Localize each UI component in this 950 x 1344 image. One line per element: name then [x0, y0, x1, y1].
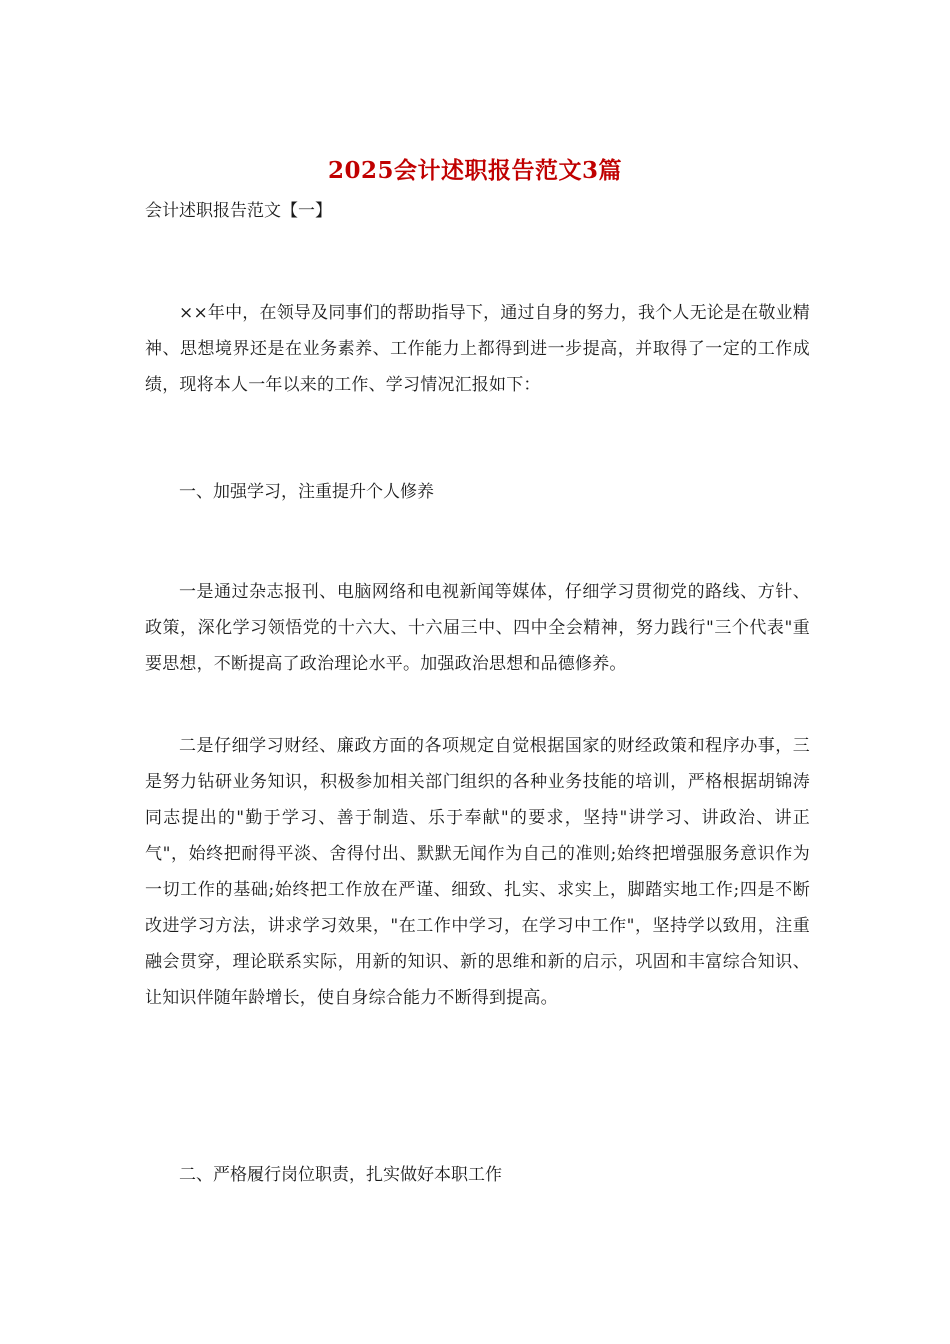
section-heading-2: 二、严格履行岗位职责，扎实做好本职工作	[179, 1165, 502, 1185]
section-heading-1: 一、加强学习，注重提升个人修养	[179, 482, 434, 502]
body-paragraph-2: 二是仔细学习财经、廉政方面的各项规定自觉根据国家的财经政策和程序办事，三是努力钻研业务知识，积极参加相关部门组织的各种业务技能的培训，严格根据胡锦涛同志提出的"勤于学习、善于制造、乐于奉献"的要求，坚持"讲学习、讲政治、讲正气"，始终把耐得平淡、舍得付出、默默无闻作为自己的准则;始终把增强服务意识作为一切工作的基础;始终把工作放在严谨、细致、扎实、求实上，脚踏实地工作;四是不断改进学习方法，讲求学习效果，"在工作中学习，在学习中工作"，坚持学以致用，注重融会贯穿，理论联系实际，用新的知识、新的思维和新的启示，巩固和丰富综合知识、让知识伴随年龄增长，使自身综合能力不断得到提高。	[145, 736, 810, 1008]
body-paragraph-1: 一是通过杂志报刊、电脑网络和电视新闻等媒体，仔细学习贯彻党的路线、方针、政策，深化学习领悟党的十六大、十六届三中、四中全会精神，努力践行"三个代表"重要思想，不断提高了政治理论水平。加强政治思想和品德修养。	[145, 582, 810, 674]
intro-paragraph: ××年中，在领导及同事们的帮助指导下，通过自身的努力，我个人无论是在敬业精神、思想境界还是在业务素养、工作能力上都得到进一步提高，并取得了一定的工作成绩，现将本人一年以来的工作、学习情况汇报如下：	[145, 303, 810, 395]
document-subtitle: 会计述职报告范文【一】	[145, 201, 332, 221]
document-title: 2025会计述职报告范文3篇	[327, 157, 623, 184]
